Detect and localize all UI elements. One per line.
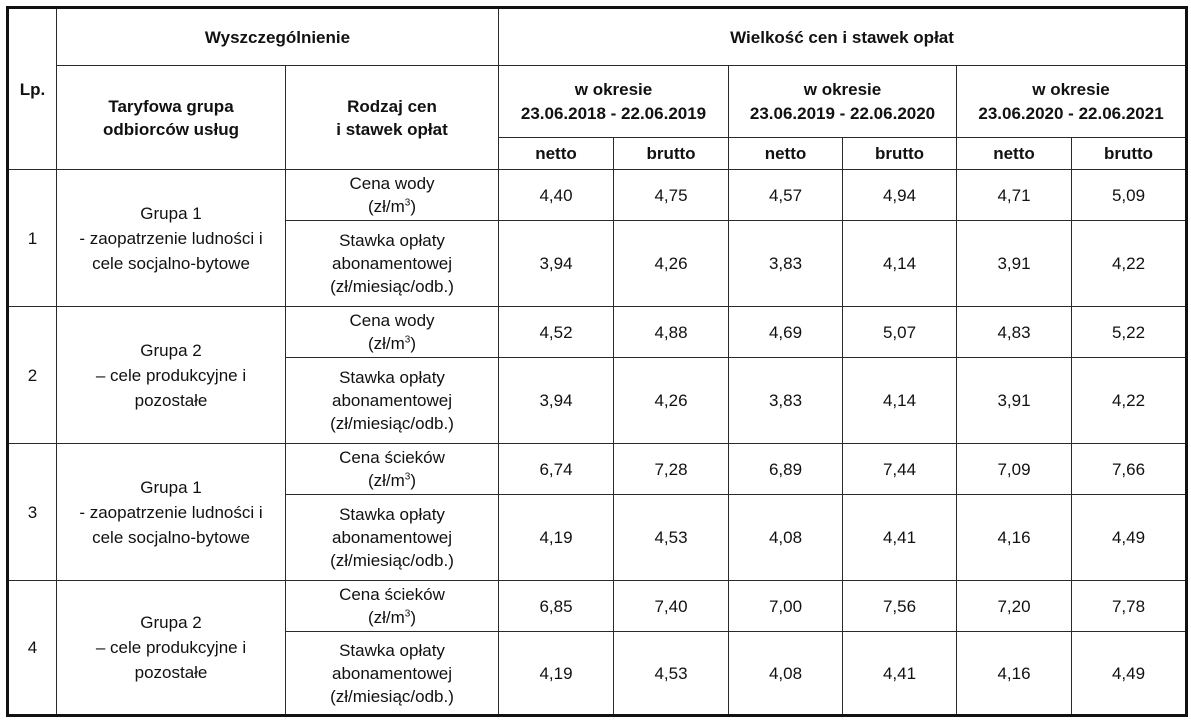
wielkosc-header: Wielkość cen i stawek opłat [499,8,1187,66]
brutto-header: brutto [614,138,729,170]
group-name-line: cele socjalno-bytowe [92,253,250,273]
value-cell: 7,44 [843,444,957,495]
value-cell: 4,22 [1072,221,1187,307]
value-cell: 4,41 [843,495,957,581]
price-type-cell [286,221,499,307]
value-cell: 7,66 [1072,444,1187,495]
table-row [8,170,1187,221]
table-row [8,581,1187,632]
value-cell: 4,16 [957,495,1072,581]
price-type-cell [286,632,499,716]
tariff-table-container [6,6,1188,717]
value-cell: 3,94 [499,221,614,307]
rodzaj-column-header-line1: Rodzaj cen [347,96,437,116]
value-cell: 4,49 [1072,495,1187,581]
group-name-line: - zaopatrzenie ludności i [79,502,263,522]
group-name-line: pozostałe [134,663,208,682]
value-cell: 4,16 [957,632,1072,716]
value-cell: 3,91 [957,358,1072,444]
group-name-line: pozostałe [134,390,208,410]
value-cell: 7,40 [614,581,729,632]
price-type-label: Cena wody [349,174,435,193]
price-unit: (zł/miesiąc/odb.) [330,414,454,433]
value-cell: 6,89 [729,444,843,495]
netto-header: netto [499,138,614,170]
group-name-line: cele socjalno-bytowe [92,527,250,547]
price-unit: $(zł/m^3)$ [367,334,417,353]
value-cell: 5,09 [1072,170,1187,221]
price-type-label: Stawka opłaty [339,640,445,660]
group-name-line: Grupa 1 [140,203,202,223]
period-header-3 [957,66,1187,138]
table-row [8,307,1187,358]
value-cell: 7,56 [843,581,957,632]
price-type-label: Cena ścieków [339,585,445,604]
group-name-line: Grupa 2 [140,340,202,360]
header-row-2 [8,66,1187,138]
value-cell: 4,83 [957,307,1072,358]
price-type-label: abonamentowej [331,391,453,410]
value-cell: 4,88 [614,307,729,358]
group-name-line: Grupa 1 [140,477,202,497]
group-name-cell [57,444,286,581]
value-cell: 4,75 [614,170,729,221]
value-cell: 7,00 [729,581,843,632]
value-cell: 4,08 [729,632,843,716]
price-type-label: abonamentowej [331,528,453,547]
value-cell: 4,57 [729,170,843,221]
group-name-line: – cele produkcyjne i [95,365,247,385]
value-cell: 3,91 [957,221,1072,307]
group-name-line: – cele produkcyjne i [95,638,247,657]
lp-cell: 1 [8,170,57,307]
value-cell: 4,26 [614,358,729,444]
group-name-line: - zaopatrzenie ludności i [79,228,263,248]
lp-cell: 4 [8,581,57,716]
value-cell: 5,22 [1072,307,1187,358]
value-cell: 7,28 [614,444,729,495]
value-cell: 3,83 [729,358,843,444]
value-cell: 6,85 [499,581,614,632]
period-range: 23.06.2019 - 22.06.2020 [749,103,936,123]
group-column-header-line2: odbiorców usług [103,119,239,139]
wyszczegolnienie-header: Wyszczególnienie [57,8,499,66]
group-name-cell [57,170,286,307]
period-label: w okresie [1032,79,1110,99]
price-unit: (zł/miesiąc/odb.) [330,551,454,570]
value-cell: 7,09 [957,444,1072,495]
period-range: 23.06.2018 - 22.06.2019 [520,103,707,123]
price-type-cell [286,307,499,358]
value-cell: 4,71 [957,170,1072,221]
price-type-label: Cena ścieków [339,448,445,467]
period-header-2 [729,66,957,138]
rodzaj-column-header [286,66,499,170]
period-label: w okresie [803,79,882,99]
price-unit: $(zł/m^3)$ [367,197,417,216]
value-cell: 4,69 [729,307,843,358]
value-cell: 3,83 [729,221,843,307]
period-label: w okresie [574,79,653,99]
value-cell: 4,52 [499,307,614,358]
value-cell: 4,14 [843,358,957,444]
lp-cell: 2 [8,307,57,444]
header-row-1 [8,8,1187,66]
price-type-label: abonamentowej [331,254,453,273]
group-name-line: Grupa 2 [140,613,202,632]
value-cell: 4,26 [614,221,729,307]
price-type-cell [286,495,499,581]
value-cell: 5,07 [843,307,957,358]
tariff-table [6,6,1188,717]
price-unit: $(zł/m^3)$ [367,608,417,627]
brutto-header: brutto [1072,138,1187,170]
price-type-label: Stawka opłaty [339,368,445,387]
lp-cell: 3 [8,444,57,581]
period-range: 23.06.2020 - 22.06.2021 [978,103,1164,123]
lp-header: Lp. [8,8,57,170]
netto-header: netto [729,138,843,170]
value-cell: 4,08 [729,495,843,581]
price-type-cell [286,170,499,221]
table-row [8,444,1187,495]
price-type-cell [286,358,499,444]
value-cell: 4,22 [1072,358,1187,444]
value-cell: 4,19 [499,495,614,581]
value-cell: 4,53 [614,632,729,716]
price-unit: $(zł/m^3)$ [367,471,417,490]
group-name-cell [57,581,286,716]
group-column-header-line1: Taryfowa grupa [108,96,234,116]
price-unit: (zł/miesiąc/odb.) [330,277,454,296]
group-column-header [57,66,286,170]
group-name-cell [57,307,286,444]
value-cell: 4,41 [843,632,957,716]
price-type-label: abonamentowej [331,663,453,683]
price-type-cell [286,444,499,495]
value-cell: 3,94 [499,358,614,444]
price-type-label: Stawka opłaty [339,505,445,524]
value-cell: 7,78 [1072,581,1187,632]
rodzaj-column-header-line2: i stawek opłat [336,119,448,139]
value-cell: 4,19 [499,632,614,716]
brutto-header: brutto [843,138,957,170]
value-cell: 4,53 [614,495,729,581]
price-type-label: Cena wody [349,311,435,330]
value-cell: 6,74 [499,444,614,495]
price-unit: (zł/miesiąc/odb.) [330,686,454,706]
period-header-1 [499,66,729,138]
netto-header: netto [957,138,1072,170]
value-cell: 7,20 [957,581,1072,632]
value-cell: 4,14 [843,221,957,307]
price-type-label: Stawka opłaty [339,231,445,250]
value-cell: 4,40 [499,170,614,221]
value-cell: 4,94 [843,170,957,221]
price-type-cell [286,581,499,632]
value-cell: 4,49 [1072,632,1187,716]
